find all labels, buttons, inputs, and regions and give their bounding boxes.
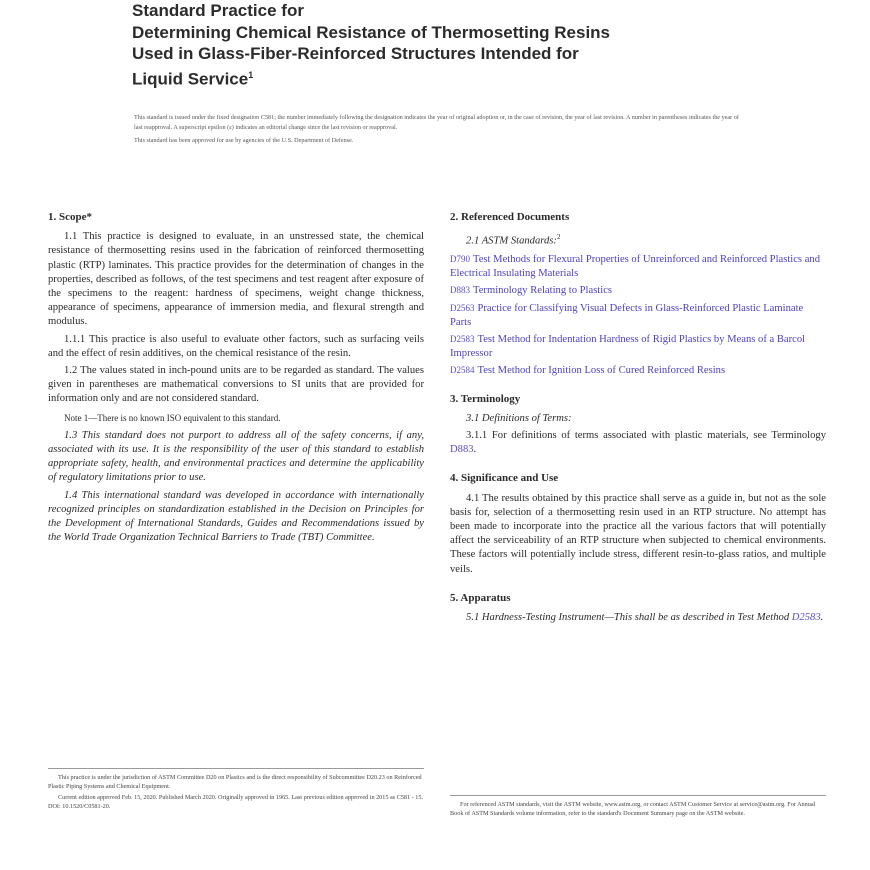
reference-code[interactable]: D2583 xyxy=(450,333,475,344)
paragraph-1-2: 1.2 The values stated in inch-pound units are to be regarded as standard. The values given in parentheses are mathematical conversions to SI units that are provided for information only and are not considered standard. xyxy=(48,365,424,405)
footnote-1: This practice is under the jurisdiction of ASTM Committee D20 on Plastics and is the direct responsibility of Subcommittee D20.23 on Reinforced Plastic Piping Systems and Chemical Equipment. xyxy=(48,774,422,790)
paragraph-2-1-footnote-mark: 2 xyxy=(556,233,561,242)
reference-item[interactable] xyxy=(450,252,826,281)
reference-title[interactable]: Test Method for Ignition Loss of Cured Reinforced Resins xyxy=(477,365,726,377)
reference-code[interactable]: D2563 xyxy=(450,302,475,313)
issuance-notice xyxy=(134,113,746,150)
section-4-heading: 4. Significance and Use xyxy=(450,472,559,485)
title-line-3: Used in Glass-Fiber-Reinforced Structures Intended for xyxy=(132,44,579,63)
paragraph-5-1-text: 5.1 Hardness-Testing Instrument—This shall be as described in Test Method xyxy=(466,612,792,623)
paragraph-1-3: 1.3 This standard does not purport to address all of the safety concerns, if any, associated with its use. It is the responsibility of the user of this standard to establish appropriate safety, health, and environmental practices and determine the applicability of regulatory limitations prior to use. xyxy=(48,429,424,484)
paragraph-3-1-1 xyxy=(450,429,826,457)
section-1-heading: 1. Scope* xyxy=(48,211,92,223)
reference-title[interactable]: Test Method for Indentation Hardness of Rigid Plastics by Means of a Barcol Impressor xyxy=(450,333,806,360)
reference-title[interactable]: Practice for Classifying Visual Defects in Glass-Reinforced Plastic Laminate Parts xyxy=(450,302,804,328)
right-column xyxy=(450,210,826,628)
title-line-1: Standard Practice for xyxy=(132,1,304,20)
title-line-4 xyxy=(132,65,772,90)
title-line-4-text: Liquid Service xyxy=(132,69,249,89)
reference-item[interactable] xyxy=(450,301,826,330)
reference-code[interactable]: D883 xyxy=(450,285,470,296)
reference-code[interactable]: D790 xyxy=(450,253,470,264)
paragraph-2-1-text: 2.1 ASTM Standards: xyxy=(466,235,557,247)
paragraph-3-1-1-text: 3.1.1 For definitions of terms associated with plastic materials, see Terminology xyxy=(466,429,826,441)
reference-title[interactable]: Test Methods for Flexural Properties of Unreinforced and Reinforced Plastics and Electrical Insulating Materials xyxy=(450,253,820,280)
note-1: Note 1—There is no known ISO equivalent to this standard. xyxy=(64,412,281,423)
footnote-2: For referenced ASTM standards, visit the ASTM website, www.astm.org, or contact ASTM Customer Service at service@astm.org. For Annual Book of ASTM Standards volume information, refer to the standard's Document Summary page on the ASTM website. xyxy=(450,801,816,817)
title-line-2: Determining Chemical Resistance of Thermosetting Resins xyxy=(132,22,611,42)
title-footnote-mark: 1 xyxy=(248,69,254,80)
reference-item[interactable] xyxy=(450,283,826,298)
reference-item[interactable] xyxy=(450,363,826,378)
section-2-heading: 2. Referenced Documents xyxy=(450,211,570,223)
paragraph-1-1-1: 1.1.1 This practice is also useful to evaluate other factors, such as surfacing veils and the effect of resin additives, on the chemical resistance of the resin. xyxy=(48,333,424,359)
document-title xyxy=(132,0,772,90)
paragraph-1-4: 1.4 This international standard was developed in accordance with internationally recognized principles on standardization established in the Decision on Principles for the Development of International Standards, Guides and Recommendations issued by the World Trade Organization Technical Barriers to Trade (TBT) Committee. xyxy=(48,489,424,544)
test-method-link[interactable]: D2583 xyxy=(791,612,821,623)
terminology-link[interactable]: D883 xyxy=(450,444,474,456)
reference-title[interactable]: Terminology Relating to Plastics xyxy=(473,285,613,297)
paragraph-3-1: 3.1 Definitions of Terms: xyxy=(466,412,572,424)
paragraph-2-1 xyxy=(450,230,826,249)
paragraph-1-1: 1.1 This practice is designed to evaluate, in an unstressed state, the chemical resistance of thermosetting resins used in the fabrication of reinforced thermosetting plastic (RTP) laminates. This practice provides for the determination of changes in the properties, described as follows, of the test specimens and test reagent after exposure of the specimens to the reagent: hardness of specimens, weight change thickness, appearance of specimens, appearance of immersion media, and flexural strength and modulus. xyxy=(48,231,424,328)
notice-paragraph-1: This standard is issued under the fixed designation C581; the number immediately following the designation indicates the year of original adoption or, in the case of revision, the year of last revision. A number in parentheses indicates the year of last reapproval. A superscript epsilon (ε) indicates an editorial change since the last revision or reapproval. xyxy=(134,114,739,131)
paragraph-3-1-1-end: . xyxy=(473,444,477,456)
left-column xyxy=(48,210,424,548)
paragraph-4-1: 4.1 The results obtained by this practice shall serve as a guide in, but not as the sole basis for, selection of a thermosetting resin used in an RTP structure. No attempt has been made to incorporate into the practice all the various factors that will potentially affect the serviceability of an RTP structure when subjected to chemical environments. These factors will potentially include stress, different resin-to-glass ratios, and multiple veils. xyxy=(450,492,826,575)
reference-code[interactable]: D2584 xyxy=(450,365,475,376)
reference-item[interactable] xyxy=(450,332,826,361)
section-5-heading: 5. Apparatus xyxy=(450,591,511,604)
notice-paragraph-2: This standard has been approved for use by agencies of the U.S. Department of Defense. xyxy=(134,137,354,145)
footnote-right xyxy=(450,795,826,818)
footnote-left xyxy=(48,768,424,813)
footnote-edition: Current edition approved Feb. 15, 2020. Published March 2020. Originally approved in 1965. Last previous edition approved in 2015 as C581 - 15. DOI: 10.1520/C0581-20. xyxy=(48,794,424,810)
reference-list xyxy=(450,252,826,379)
paragraph-5-1 xyxy=(450,611,826,625)
paragraph-5-1-end: . xyxy=(820,612,824,623)
section-3-heading: 3. Terminology xyxy=(450,392,521,405)
